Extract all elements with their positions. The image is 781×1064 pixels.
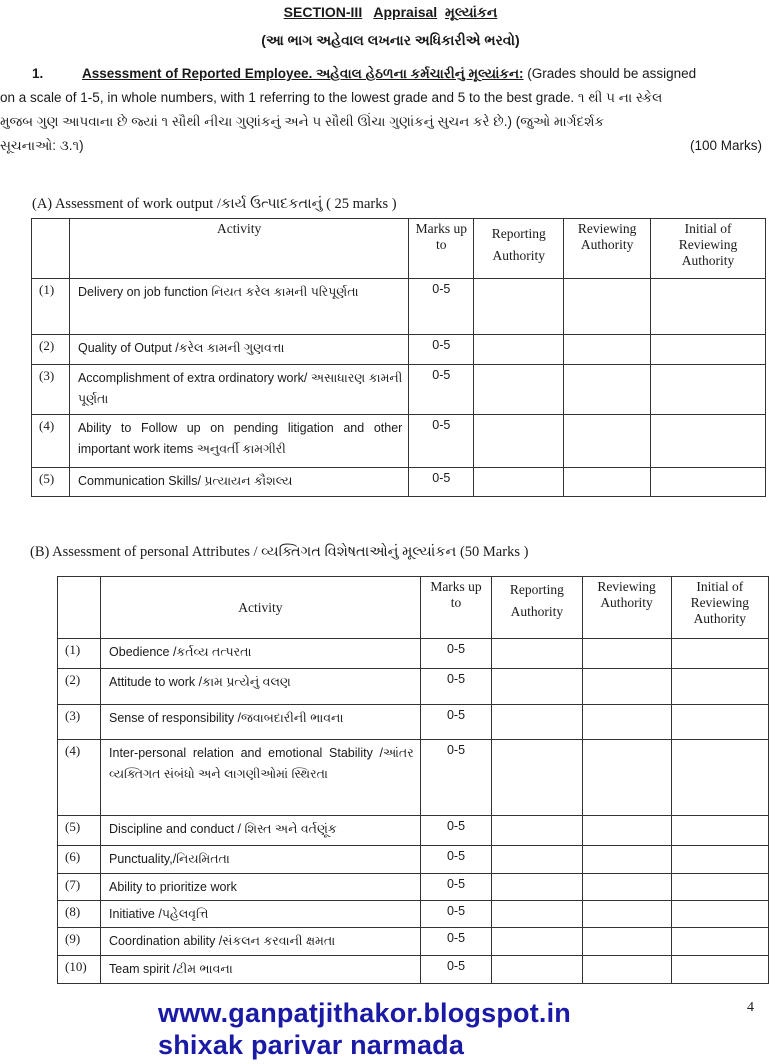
instruction-line: મુજબ ગુણ આપવાના છે જ્યાં ૧ સૌથી નીચા ગુણાંકનું અને ૫ સૌથી ઊંચા ગુણાંકનું સુચન કરે છે.) (જુઓ માર્ગદર્શક xyxy=(0,114,605,129)
row-number: (9) xyxy=(58,928,101,956)
reviewing-authority-cell[interactable] xyxy=(582,956,671,984)
row-number: (6) xyxy=(58,846,101,874)
table-row xyxy=(58,956,769,984)
initial-cell[interactable] xyxy=(671,639,768,669)
assessment-heading: Assessment of Reported Employee. અહેવાલ હેઠળના કર્મચારીનું મૂલ્યાંકન: xyxy=(82,66,524,81)
table-row xyxy=(32,468,766,497)
row-number: (4) xyxy=(58,740,101,816)
marks-cell: 0-5 xyxy=(409,335,474,365)
row-number: (3) xyxy=(32,365,70,415)
section-label: SECTION-III xyxy=(283,4,363,20)
initial-cell[interactable] xyxy=(651,335,766,365)
column-header xyxy=(58,577,101,639)
column-header: Activity xyxy=(69,219,408,279)
initial-cell[interactable] xyxy=(671,956,768,984)
reporting-authority-cell[interactable] xyxy=(492,928,582,956)
reporting-authority-cell[interactable] xyxy=(492,639,582,669)
activity-cell: Sense of responsibility /જવાબદારીની ભાવના xyxy=(101,705,421,740)
activity-cell: Attitude to work /કામ પ્રત્યેનું વલણ xyxy=(101,669,421,705)
marks-cell: 0-5 xyxy=(420,846,492,874)
reporting-authority-cell[interactable] xyxy=(492,901,582,928)
row-number: (10) xyxy=(58,956,101,984)
table-row xyxy=(58,874,769,901)
reporting-authority-cell[interactable] xyxy=(492,816,582,846)
appraisal-label: Appraisal xyxy=(373,4,438,20)
row-number: (2) xyxy=(58,669,101,705)
marks-cell: 0-5 xyxy=(420,639,492,669)
column-header: Reviewing Authority xyxy=(582,577,671,639)
activity-cell: Coordination ability /સંકલન કરવાની ક્ષમતા xyxy=(101,928,421,956)
reviewing-authority-cell[interactable] xyxy=(582,669,671,705)
row-number: (2) xyxy=(32,335,70,365)
instruction-line: (Grades should be assigned xyxy=(527,66,697,81)
row-number: (8) xyxy=(58,901,101,928)
column-header xyxy=(32,219,70,279)
marks-cell: 0-5 xyxy=(420,928,492,956)
marks-cell: 0-5 xyxy=(420,669,492,705)
instruction-line: on a scale of 1-5, in whole numbers, with 1 referring to the lowest grade and 5 to the best grade. ૧ થી ૫ ના સ્કેલ xyxy=(0,90,663,105)
marks-cell: 0-5 xyxy=(420,874,492,901)
activity-cell: Discipline and conduct / શિસ્ત અને વર્તણૂંક xyxy=(101,816,421,846)
row-number: (4) xyxy=(32,415,70,468)
instruction-line: સૂચનાઓ: ૩.૧) xyxy=(0,138,84,153)
table-row xyxy=(32,365,766,415)
table-row xyxy=(58,901,769,928)
table-row xyxy=(32,279,766,335)
marks-cell: 0-5 xyxy=(409,415,474,468)
table-header-row xyxy=(32,219,766,279)
reviewing-authority-cell[interactable] xyxy=(582,901,671,928)
assessment-instructions xyxy=(0,62,762,158)
initial-cell[interactable] xyxy=(671,816,768,846)
activity-cell: Initiative /પહેલવૃત્તિ xyxy=(101,901,421,928)
activity-cell: Ability to prioritize work xyxy=(101,874,421,901)
reviewing-authority-cell[interactable] xyxy=(582,816,671,846)
section-a-caption: (A) Assessment of work output /કાર્ય ઉત્પાદકતાનું ( 25 marks ) xyxy=(32,196,397,212)
activity-cell: Ability to Follow up on pending litigation and other important work items અનુવર્તી કામગીરી xyxy=(69,415,408,468)
reviewing-authority-cell[interactable] xyxy=(564,365,651,415)
initial-cell[interactable] xyxy=(671,928,768,956)
appraisal-gujarati-label: મૂલ્યાંકન xyxy=(444,4,498,20)
reviewing-authority-cell[interactable] xyxy=(564,279,651,335)
table-row xyxy=(32,335,766,365)
table-row xyxy=(58,816,769,846)
reporting-authority-cell[interactable] xyxy=(474,279,564,335)
row-number: (7) xyxy=(58,874,101,901)
marks-cell: 0-5 xyxy=(420,705,492,740)
reporting-authority-cell[interactable] xyxy=(492,705,582,740)
activity-cell: Delivery on job function નિયત કરેલ કામની પરિપૂર્ણતા xyxy=(69,279,408,335)
column-header: Marks up to xyxy=(409,219,474,279)
footer-url: www.ganpatjithakor.blogspot.in xyxy=(158,998,572,1028)
item-number: 1. xyxy=(32,66,44,81)
column-header: Activity xyxy=(101,577,421,639)
activity-cell: Punctuality,/નિયમિતતા xyxy=(101,846,421,874)
initial-cell[interactable] xyxy=(671,874,768,901)
reviewing-authority-cell[interactable] xyxy=(582,639,671,669)
reporting-authority-cell[interactable] xyxy=(474,468,564,497)
marks-cell: 0-5 xyxy=(409,365,474,415)
activity-cell: Accomplishment of extra ordinatory work/ અસાધારણ કામની પૂર્ણતા xyxy=(69,365,408,415)
reviewing-authority-cell[interactable] xyxy=(564,468,651,497)
table-row xyxy=(58,846,769,874)
row-number: (1) xyxy=(32,279,70,335)
marks-cell: 0-5 xyxy=(409,468,474,497)
column-header: Initial of Reviewing Authority xyxy=(651,219,766,279)
table-header-row xyxy=(58,577,769,639)
section-b-caption: (B) Assessment of personal Attributes / વ્યક્તિગત વિશેષતાઓનું મૂલ્યાંકન (50 Marks ) xyxy=(30,544,529,560)
column-header: Reporting Authority xyxy=(492,577,582,639)
row-number: (5) xyxy=(32,468,70,497)
section-b-table xyxy=(57,576,769,984)
reporting-authority-cell[interactable] xyxy=(492,669,582,705)
marks-cell: 0-5 xyxy=(409,279,474,335)
reviewing-authority-cell[interactable] xyxy=(582,874,671,901)
column-header: Reviewing Authority xyxy=(564,219,651,279)
initial-cell[interactable] xyxy=(671,846,768,874)
table-row xyxy=(58,705,769,740)
activity-cell: Obedience /કર્તવ્ય તત્પરતા xyxy=(101,639,421,669)
row-number: (3) xyxy=(58,705,101,740)
marks-cell: 0-5 xyxy=(420,956,492,984)
activity-cell: Communication Skills/ પ્રત્યાયન કૌશલ્ય xyxy=(69,468,408,497)
marks-cell: 0-5 xyxy=(420,816,492,846)
marks-cell: 0-5 xyxy=(420,740,492,816)
table-row xyxy=(58,669,769,705)
activity-cell: Team spirit /ટીમ ભાવના xyxy=(101,956,421,984)
reporting-authority-cell[interactable] xyxy=(474,365,564,415)
reporting-authority-cell[interactable] xyxy=(492,874,582,901)
column-header: Initial of Reviewing Authority xyxy=(671,577,768,639)
activity-cell: Inter-personal relation and emotional Stability /આંતર વ્યક્તિગત સંબંધો અને લાગણીઓમાં સ્થિરતા xyxy=(101,740,421,816)
reporting-authority-cell[interactable] xyxy=(474,415,564,468)
section-a-table xyxy=(31,218,766,497)
initial-cell[interactable] xyxy=(651,365,766,415)
section-title xyxy=(0,4,781,21)
marks-cell: 0-5 xyxy=(420,901,492,928)
activity-cell: Quality of Output /કરેલ કામની ગુણવત્તા xyxy=(69,335,408,365)
reviewing-authority-cell[interactable] xyxy=(564,415,651,468)
initial-cell[interactable] xyxy=(651,279,766,335)
initial-cell[interactable] xyxy=(651,415,766,468)
initial-cell[interactable] xyxy=(671,901,768,928)
reviewing-authority-cell[interactable] xyxy=(582,705,671,740)
reviewing-authority-cell[interactable] xyxy=(582,740,671,816)
row-number: (1) xyxy=(58,639,101,669)
table-row xyxy=(58,928,769,956)
table-row xyxy=(58,740,769,816)
reporting-authority-cell[interactable] xyxy=(492,846,582,874)
initial-cell[interactable] xyxy=(651,468,766,497)
reviewing-authority-cell[interactable] xyxy=(582,928,671,956)
total-marks: (100 Marks) xyxy=(689,138,762,153)
column-header: Reporting Authority xyxy=(474,219,564,279)
section-subtitle: (આ ભાગ અહેવાલ લખનાર અધિકારીએ ભરવો) xyxy=(261,32,520,48)
reporting-authority-cell[interactable] xyxy=(474,335,564,365)
table-row xyxy=(58,639,769,669)
reporting-authority-cell[interactable] xyxy=(492,740,582,816)
initial-cell[interactable] xyxy=(671,705,768,740)
row-number: (5) xyxy=(58,816,101,846)
initial-cell[interactable] xyxy=(671,669,768,705)
table-row xyxy=(32,415,766,468)
footer-tagline: shixak parivar narmada xyxy=(158,1030,465,1060)
initial-cell[interactable] xyxy=(671,740,768,816)
page-number: 4 xyxy=(747,1000,754,1015)
reporting-authority-cell[interactable] xyxy=(492,956,582,984)
column-header: Marks up to xyxy=(420,577,492,639)
reviewing-authority-cell[interactable] xyxy=(564,335,651,365)
reviewing-authority-cell[interactable] xyxy=(582,846,671,874)
